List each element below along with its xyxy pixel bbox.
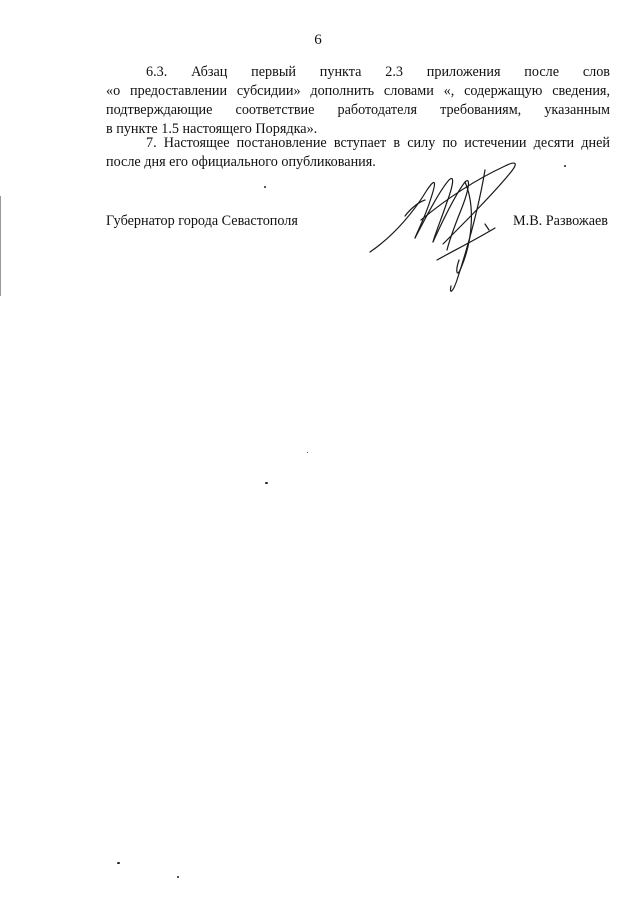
scan-speck [117, 862, 120, 864]
page-number: 6 [314, 32, 322, 48]
scan-speck [307, 452, 308, 453]
signatory-name: М.В. Развожаев [513, 213, 608, 229]
signatory-position: Губернатор города Севастополя [106, 213, 298, 229]
scan-speck [264, 186, 266, 188]
paragraph-line: 6.3. Абзац первый пункта 2.3 приложения после слов [146, 64, 610, 80]
scan-edge-line [0, 196, 1, 296]
paragraph-line: после дня его официального опубликования. [106, 154, 376, 170]
paragraph-line: в пункте 1.5 настоящего Порядка». [106, 121, 318, 137]
scan-speck [564, 165, 566, 167]
paragraph-line: 7. Настоящее постановление вступает в силу по истечении десяти дней [146, 135, 610, 151]
scan-speck [177, 876, 179, 878]
paragraph-line: «о предоставлении субсидии» дополнить словами «, содержащую сведения, [106, 83, 610, 99]
scan-speck [265, 482, 268, 484]
paragraph-line: подтверждающие соответствие работодателя требованиям, указанным [106, 102, 610, 118]
